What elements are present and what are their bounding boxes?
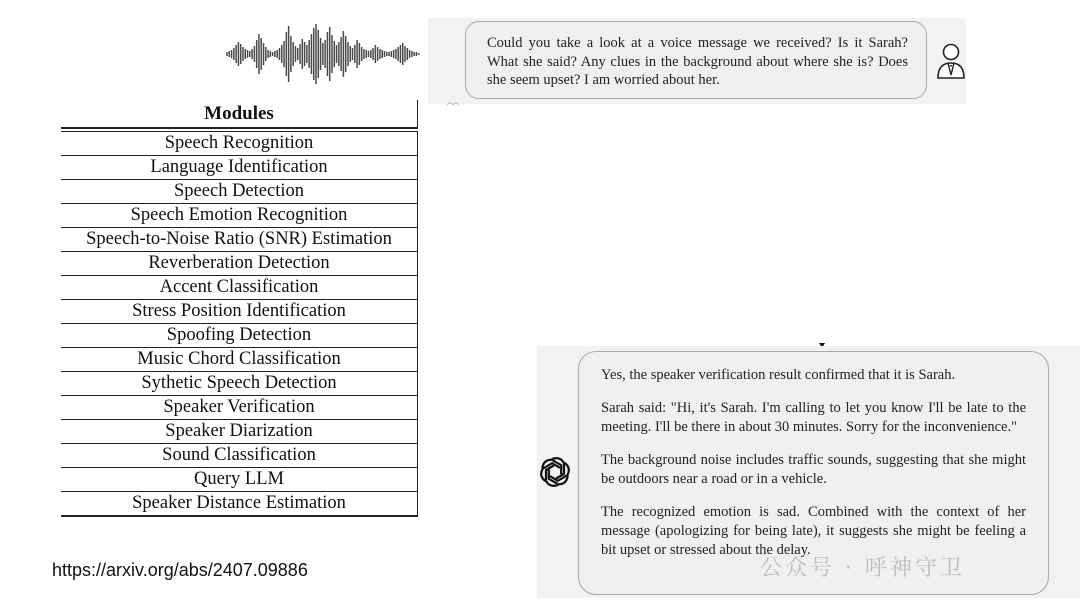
decorative-mark <box>446 100 464 106</box>
module-row: Speech Detection <box>61 180 418 204</box>
openai-logo-icon <box>538 455 572 489</box>
module-row: Query LLM <box>61 468 418 492</box>
modules-header: Modules <box>61 100 418 129</box>
module-row: Music Chord Classification <box>61 348 418 372</box>
audio-waveform-icon <box>226 22 422 86</box>
user-avatar-icon <box>934 42 968 80</box>
watermark: 公众号 · 呼神守卫 <box>760 556 965 581</box>
module-row: Speech Emotion Recognition <box>61 204 418 228</box>
assistant-paragraph: The background noise includes traffic sounds, suggesting that she might be outdoors near a road or in a vehicle. <box>601 452 1026 487</box>
module-row: Speaker Diarization <box>61 420 418 444</box>
assistant-paragraph: The recognized emotion is sad. Combined with the context of her message (apologizing for being late), it suggests she might be feeling a bit upset or stressed about the delay. <box>601 504 1026 558</box>
module-row: Accent Classification <box>61 276 418 300</box>
user-message-bubble: Could you take a look at a voice message we received? Is it Sarah? What she said? Any clues in the background about where she is? Does she seem upset? I am worried about her. <box>465 21 927 99</box>
source-url-link[interactable]: https://arxiv.org/abs/2407.09886 <box>52 560 308 580</box>
module-row: Sythetic Speech Detection <box>61 372 418 396</box>
module-row: Speech Recognition <box>61 132 418 156</box>
module-row: Spoofing Detection <box>61 324 418 348</box>
module-row: Language Identification <box>61 156 418 180</box>
modules-table <box>61 100 418 517</box>
module-row: Stress Position Identification <box>61 300 418 324</box>
module-row: Speaker Distance Estimation <box>61 492 418 517</box>
module-row: Reverberation Detection <box>61 252 418 276</box>
assistant-paragraph: Yes, the speaker verification result confirmed that it is Sarah. <box>601 367 956 383</box>
module-row: Speaker Verification <box>61 396 418 420</box>
assistant-paragraph: Sarah said: "Hi, it's Sarah. I'm calling to let you know I'll be late to the meeting. I'll be there in about 30 minutes. Sorry for the inconvenience." <box>601 400 1026 435</box>
module-row: Speech-to-Noise Ratio (SNR) Estimation <box>61 228 418 252</box>
module-row: Sound Classification <box>61 444 418 468</box>
